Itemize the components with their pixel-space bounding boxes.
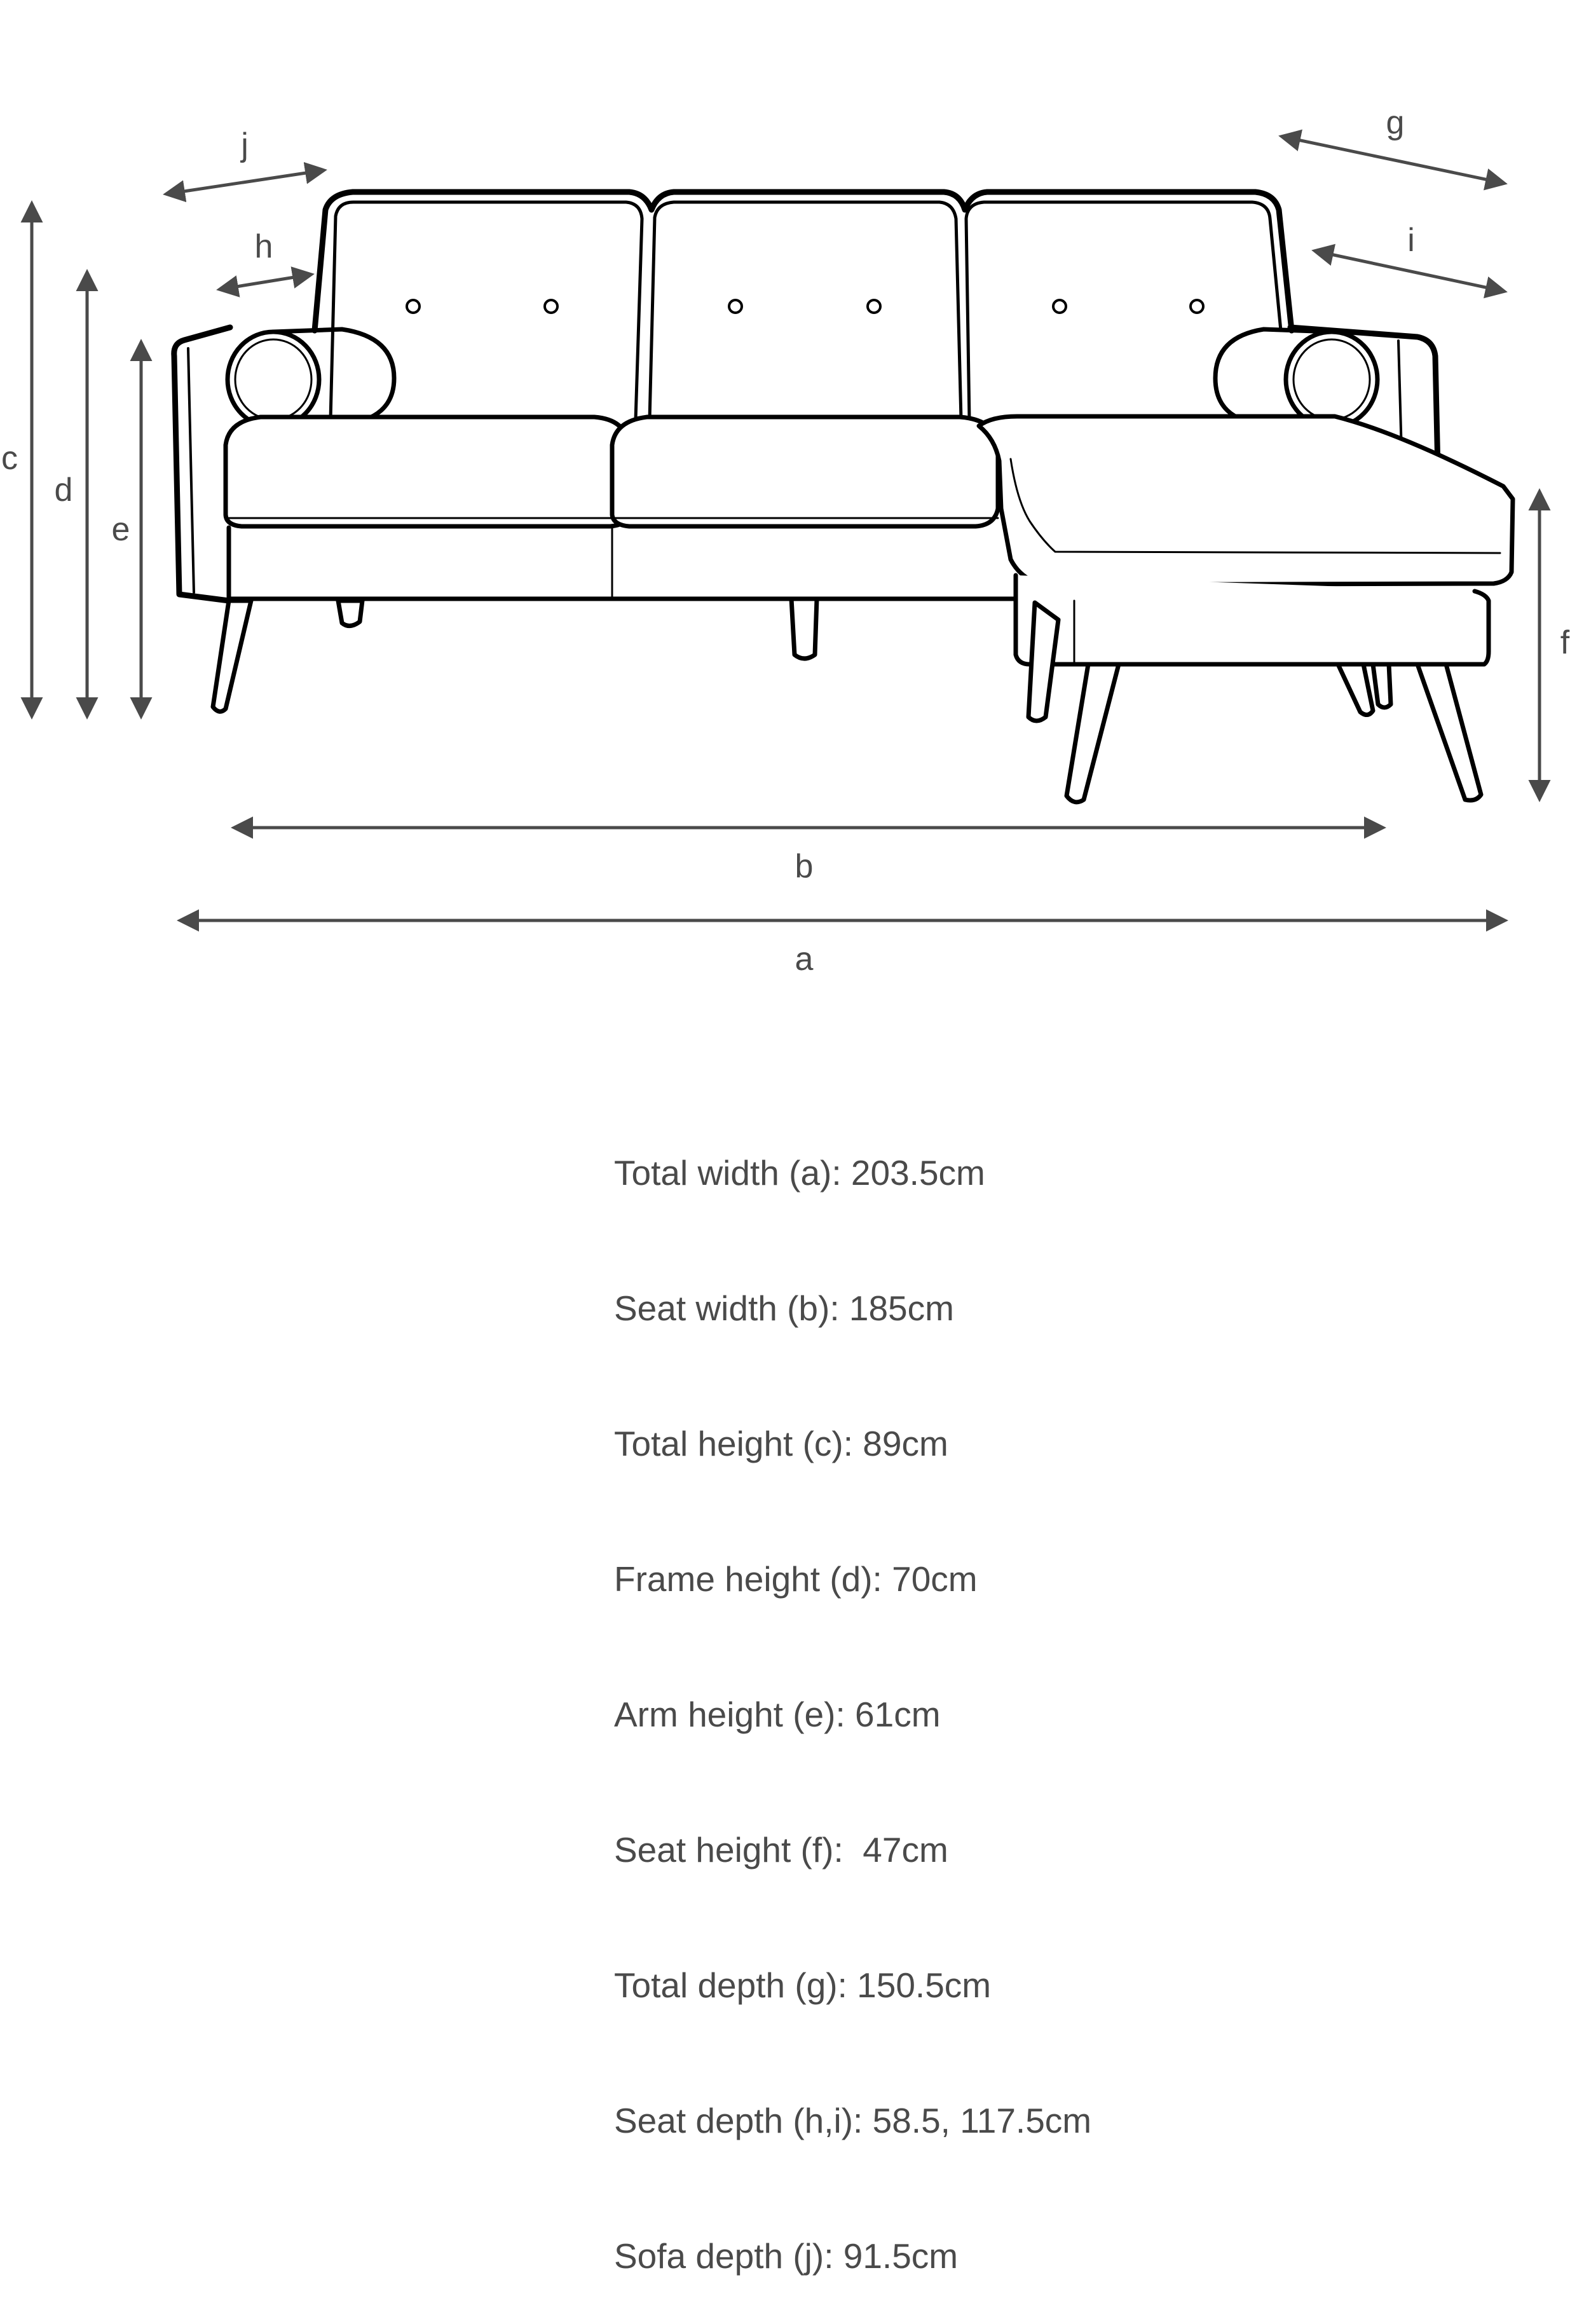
bolster-right [1215, 329, 1377, 427]
seat-base-detail [228, 518, 998, 599]
leg-chaise-front-left [1067, 664, 1119, 802]
seat-cushion-left [226, 417, 628, 526]
dimension-arrow-g [1283, 137, 1503, 183]
dimension-label-c: c [1, 440, 18, 477]
leg-middle [791, 599, 817, 659]
dimension-label-a: a [795, 941, 814, 978]
spec-sofa-depth: Sofa depth (j): 91.5cm [614, 2236, 959, 2276]
dimension-label-g: g [1386, 104, 1405, 141]
dimension-label-e: e [111, 511, 130, 548]
spec-total-depth: Total depth (g): 150.5cm [614, 1965, 992, 2005]
button [1191, 300, 1203, 313]
button [1053, 300, 1066, 313]
button [407, 300, 420, 313]
sofa-dimension-diagram [0, 0, 1577, 992]
spec-seat-depth: Seat depth (h,i): 58.5, 117.5cm [614, 2101, 1092, 2140]
chaise-cushion [979, 416, 1513, 585]
left-arm-inner [188, 348, 194, 592]
seat-base [229, 528, 1017, 599]
dimension-label-h: h [254, 228, 273, 265]
left-arm [174, 327, 230, 601]
leg-front-left [213, 601, 251, 711]
spec-frame-height: Frame height (d): 70cm [614, 1559, 978, 1599]
spec-arm-height: Arm height (e): 61cm [614, 1695, 941, 1734]
button [868, 300, 880, 313]
spec-seat-width: Seat width (b): 185cm [614, 1288, 954, 1328]
dimension-label-j: j [241, 126, 249, 163]
spec-total-height: Total height (c): 89cm [614, 1424, 948, 1463]
dimension-label-i: i [1407, 222, 1415, 259]
button [729, 300, 742, 313]
leg-chaise-front-right [1417, 664, 1481, 800]
dimension-arrow-h [221, 275, 310, 289]
back-cushion-left [331, 202, 642, 420]
back-cushion-middle [650, 202, 961, 420]
bolster-left [228, 329, 394, 427]
button [545, 300, 557, 313]
dimension-label-b: b [795, 848, 814, 885]
dimension-arrow-j [167, 170, 323, 194]
dimensions-spec-list [614, 1060, 1091, 2324]
tufting-buttons [407, 300, 1203, 313]
spec-total-width: Total width (a): 203.5cm [614, 1153, 985, 1193]
dimension-label-d: d [54, 472, 73, 509]
back-cushion-right [966, 202, 1281, 420]
seat-cushion-middle [612, 417, 998, 526]
leg-chaise-back-right-2 [1373, 664, 1391, 707]
sofa-back-outline [315, 192, 1292, 331]
leg-chaise-back-left [1028, 603, 1058, 721]
leg-back-left [338, 601, 362, 626]
chaise-base [1016, 575, 1489, 664]
leg-chaise-back-right [1338, 664, 1373, 715]
dimension-label-f: f [1560, 624, 1570, 661]
sofa-illustration [174, 192, 1513, 802]
spec-seat-height: Seat height (f): 47cm [614, 1830, 948, 1869]
